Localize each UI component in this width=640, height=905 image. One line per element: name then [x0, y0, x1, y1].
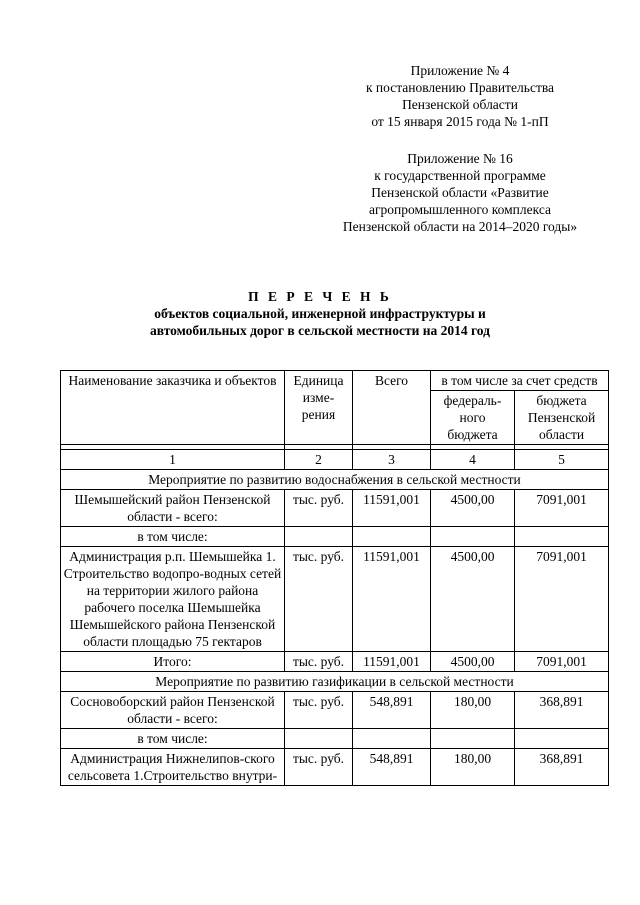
row-total: 11591,001 — [353, 652, 431, 672]
title-heading: П Е Р Е Ч Е Н Ь — [248, 289, 392, 304]
header-including: в том числе за счет средств — [431, 371, 609, 391]
header-unit: Единица изме-рения — [285, 371, 353, 445]
section-title-row — [61, 470, 609, 490]
col-number: 5 — [515, 450, 609, 470]
appendix-line: Пензенской области на 2014–2020 годы» — [342, 219, 578, 234]
row-total: 548,891 — [353, 692, 431, 729]
row-regional: 368,891 — [515, 692, 609, 729]
row-unit: тыс. руб. — [285, 490, 353, 527]
subtotal-row — [61, 652, 609, 672]
row-name: Итого: — [61, 652, 285, 672]
row-name: в том числе: — [61, 527, 285, 547]
table-row — [61, 490, 609, 527]
row-name: в том числе: — [61, 729, 285, 749]
row-total: 11591,001 — [353, 547, 431, 652]
table-row — [61, 749, 609, 786]
row-federal: 4500,00 — [431, 547, 515, 652]
header-federal: федераль-ного бюджета — [431, 391, 515, 445]
col-number: 1 — [61, 450, 285, 470]
row-regional: 7091,001 — [515, 652, 609, 672]
row-name: Шемышейский район Пензенской области - всего: — [61, 490, 285, 527]
row-name: Администрация р.п. Шемышейка 1. Строительство водопро-водных сетей на территории жилого района рабочего поселка Шемышейка Шемышейского района Пензенской области площадью 75 гектаров — [61, 547, 285, 652]
row-federal: 180,00 — [431, 692, 515, 729]
row-unit: тыс. руб. — [285, 547, 353, 652]
appendix-line: от 15 января 2015 года № 1-пП — [371, 114, 549, 129]
title-line: объектов социальной, инженерной инфраструктуры и — [154, 306, 486, 321]
row-total: 11591,001 — [353, 490, 431, 527]
col-number: 3 — [353, 450, 431, 470]
row-federal: 180,00 — [431, 749, 515, 786]
table-row — [61, 692, 609, 729]
appendix-line: Пензенской области — [402, 97, 518, 112]
table-row — [61, 729, 609, 749]
document-title — [0, 288, 640, 339]
appendix-line: Пензенской области «Развитие — [371, 185, 549, 200]
header-row — [61, 371, 609, 391]
table-row — [61, 527, 609, 547]
row-regional: 368,891 — [515, 749, 609, 786]
appendix-line: Приложение № 4 — [410, 63, 510, 78]
appendix-4-header — [330, 62, 590, 130]
header-name: Наименование заказчика и объектов — [61, 371, 285, 445]
appendix-line: к постановлению Правительства — [365, 80, 555, 95]
row-total: 548,891 — [353, 749, 431, 786]
col-number: 4 — [431, 450, 515, 470]
title-line: автомобильных дорог в сельской местности на 2014 год — [149, 323, 490, 338]
appendix-line: агропромышленного комплекса — [369, 202, 551, 217]
section-title: Мероприятие по развитию водоснабжения в сельской местности — [61, 470, 609, 490]
objects-table — [60, 370, 609, 786]
section-title-row — [61, 672, 609, 692]
appendix-16-header — [330, 150, 590, 235]
row-regional: 7091,001 — [515, 490, 609, 527]
appendix-line: к государственной программе — [374, 168, 546, 183]
row-unit: тыс. руб. — [285, 692, 353, 729]
section-title: Мероприятие по развитию газификации в сельской местности — [61, 672, 609, 692]
row-name: Администрация Нижнелипов-ского сельсовета 1.Строительство внутри- — [61, 749, 285, 786]
table-row — [61, 547, 609, 652]
column-number-row — [61, 450, 609, 470]
appendix-line: Приложение № 16 — [407, 151, 513, 166]
header-total: Всего — [353, 371, 431, 445]
row-regional: 7091,001 — [515, 547, 609, 652]
col-number: 2 — [285, 450, 353, 470]
row-federal: 4500,00 — [431, 490, 515, 527]
row-unit: тыс. руб. — [285, 749, 353, 786]
row-federal: 4500,00 — [431, 652, 515, 672]
row-unit: тыс. руб. — [285, 652, 353, 672]
row-name: Сосновоборский район Пензенской области - всего: — [61, 692, 285, 729]
header-regional: бюджета Пензенской области — [515, 391, 609, 445]
